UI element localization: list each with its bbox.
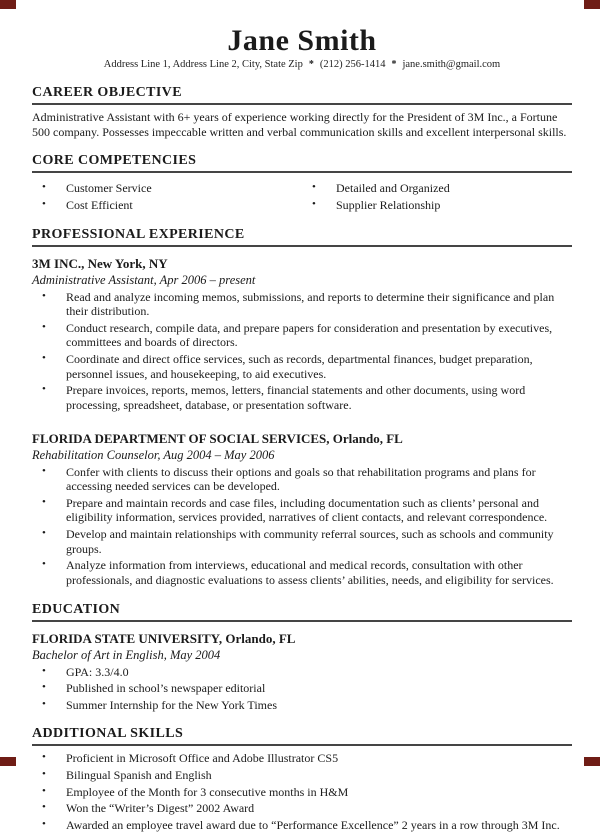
bullet-icon: • [42,801,46,814]
corner-mark-bottom-right [584,757,600,766]
bullet-icon: • [42,197,46,210]
bullet-icon: • [312,197,316,210]
corner-mark-bottom-left [0,757,16,766]
list-item [32,698,572,713]
bullet-icon: • [42,181,46,194]
job-bullet-text: Prepare invoices, reports, memos, letters, financial statements and other documents, using word processing, spreadsheet, database, or presentation software. [66,383,526,412]
bullet-icon: • [42,681,46,694]
bullet-icon: • [42,784,46,797]
education-bullets [32,665,572,713]
job-title-dates: Rehabilitation Counselor, Aug 2004 – May 2006 [32,447,275,462]
list-item [32,527,572,556]
address-text: Address Line 1, Address Line 2, City, State Zip [103,59,303,70]
corner-mark-top-left [0,0,16,9]
section-title-professional-experience: PROFESSIONAL EXPERIENCE [32,227,572,247]
career-objective-text: Administrative Assistant with 6+ years of experience working directly for the President of 3M Inc., a Fortune 500 company. Possesses impeccable written and verbal communication skills and excellent interpersonal skills. [32,110,567,139]
bullet-icon: • [42,289,46,302]
list-item [32,290,572,319]
bullet-icon: • [42,495,46,508]
list-item [32,383,572,412]
bullet-icon: • [42,768,46,780]
company-name: 3M INC., New York, NY [32,255,168,271]
skill-bullet-text: Won the “Writer’s Digest” 2002 Award [66,801,255,816]
list-item [32,785,572,800]
education-bullet-text: Summer Internship for the New York Times [66,697,278,712]
job-bullet-text: Develop and maintain relationships with community referral sources, such as schools and community groups. [66,527,554,556]
list-item [32,681,572,696]
skill-bullet-text: Awarded an employee travel award due to “Performance Excellence” 2 years in a row through 3M Inc. [66,817,560,832]
job-bullet-text: Confer with clients to discuss their options and goals so that rehabilitation programs and plans for accessing needed services can be developed. [66,464,536,494]
phone-text: (212) 256-1414 [319,59,386,70]
skills-list [32,751,572,832]
section-title-career-objective: CAREER OBJECTIVE [32,85,572,105]
skill-bullet-text: Bilingual Spanish and English [66,768,212,782]
skill-bullet-text: Employee of the Month for 3 consecutive months in H&M [66,784,349,799]
job-bullet-text: Analyze information from interviews, educational and medical records, consultation with other professionals, and diagnostic evaluations to assess clients’ abilities, needs, and eligibility for services. [66,558,554,587]
separator-icon: * [391,59,397,70]
competency-text: Cost Efficient [66,197,133,212]
competencies-right-column [302,179,572,212]
competency-text: Customer Service [66,181,152,196]
candidate-name: Jane Smith [227,24,377,57]
list-item [32,751,572,766]
list-item [32,198,302,213]
list-item [32,818,572,833]
competency-text: Supplier Relationship [336,197,441,212]
section-title-education: EDUCATION [32,602,572,622]
bullet-icon: • [42,558,46,571]
bullet-icon: • [42,697,46,710]
competencies-columns [32,179,572,212]
resume-content [32,24,572,833]
bullet-icon: • [42,464,46,477]
competency-text: Detailed and Organized [336,181,450,196]
job-bullet-text: Coordinate and direct office services, such as records, departmental finances, budget preparation, personnel issues, and housekeeping, to aid executives. [66,352,533,381]
job-entry [32,256,572,413]
competencies-left-column [32,179,302,212]
list-item [32,768,572,783]
corner-mark-top-right [584,0,600,9]
job-bullet-text: Prepare and maintain records and case files, including documentation such as clients’ personal and eligibility information, services provided, narratives of client contacts, and relevant correspondence. [66,495,548,525]
job-bullet-text: Read and analyze incoming memos, submissions, and reports to determine their significance and plan their distribution. [66,289,555,319]
list-item [32,801,572,816]
section-title-additional-skills: ADDITIONAL SKILLS [32,726,572,746]
list-item [32,665,572,680]
list-item [32,321,572,350]
separator-icon: * [308,59,314,70]
skill-bullet-text: Proficient in Microsoft Office and Adobe Illustrator CS5 [66,751,339,766]
job-title-dates: Administrative Assistant, Apr 2006 – present [32,272,256,287]
degree-dates: Bachelor of Art in English, May 2004 [32,647,221,662]
list-item [32,496,572,525]
email-text: jane.smith@gmail.com [402,59,501,70]
list-item [302,181,572,196]
bullet-icon: • [42,751,46,764]
list-item [32,558,572,587]
company-name: FLORIDA DEPARTMENT OF SOCIAL SERVICES, Orlando, FL [32,430,403,446]
job-bullet-text: Conduct research, compile data, and prepare papers for consideration and presentation by executives, committees and boards of directors. [66,320,553,350]
education-entry [32,631,572,713]
education-bullet-text: GPA: 3.3/4.0 [66,664,129,679]
list-item [32,465,572,494]
bullet-icon: • [312,181,316,194]
list-item [32,352,572,381]
bullet-icon: • [42,383,46,396]
list-item [302,198,572,213]
bullet-icon: • [42,527,46,539]
bullet-icon: • [42,817,46,830]
school-name: FLORIDA STATE UNIVERSITY, Orlando, FL [32,630,296,646]
section-title-core-competencies: CORE COMPETENCIES [32,153,572,173]
bullet-icon: • [42,320,46,333]
contact-line [32,59,572,70]
list-item [32,181,302,196]
education-bullet-text: Published in school’s newspaper editorial [66,681,266,696]
job-entry [32,431,572,588]
bullet-icon: • [42,664,46,677]
bullet-icon: • [42,352,46,364]
